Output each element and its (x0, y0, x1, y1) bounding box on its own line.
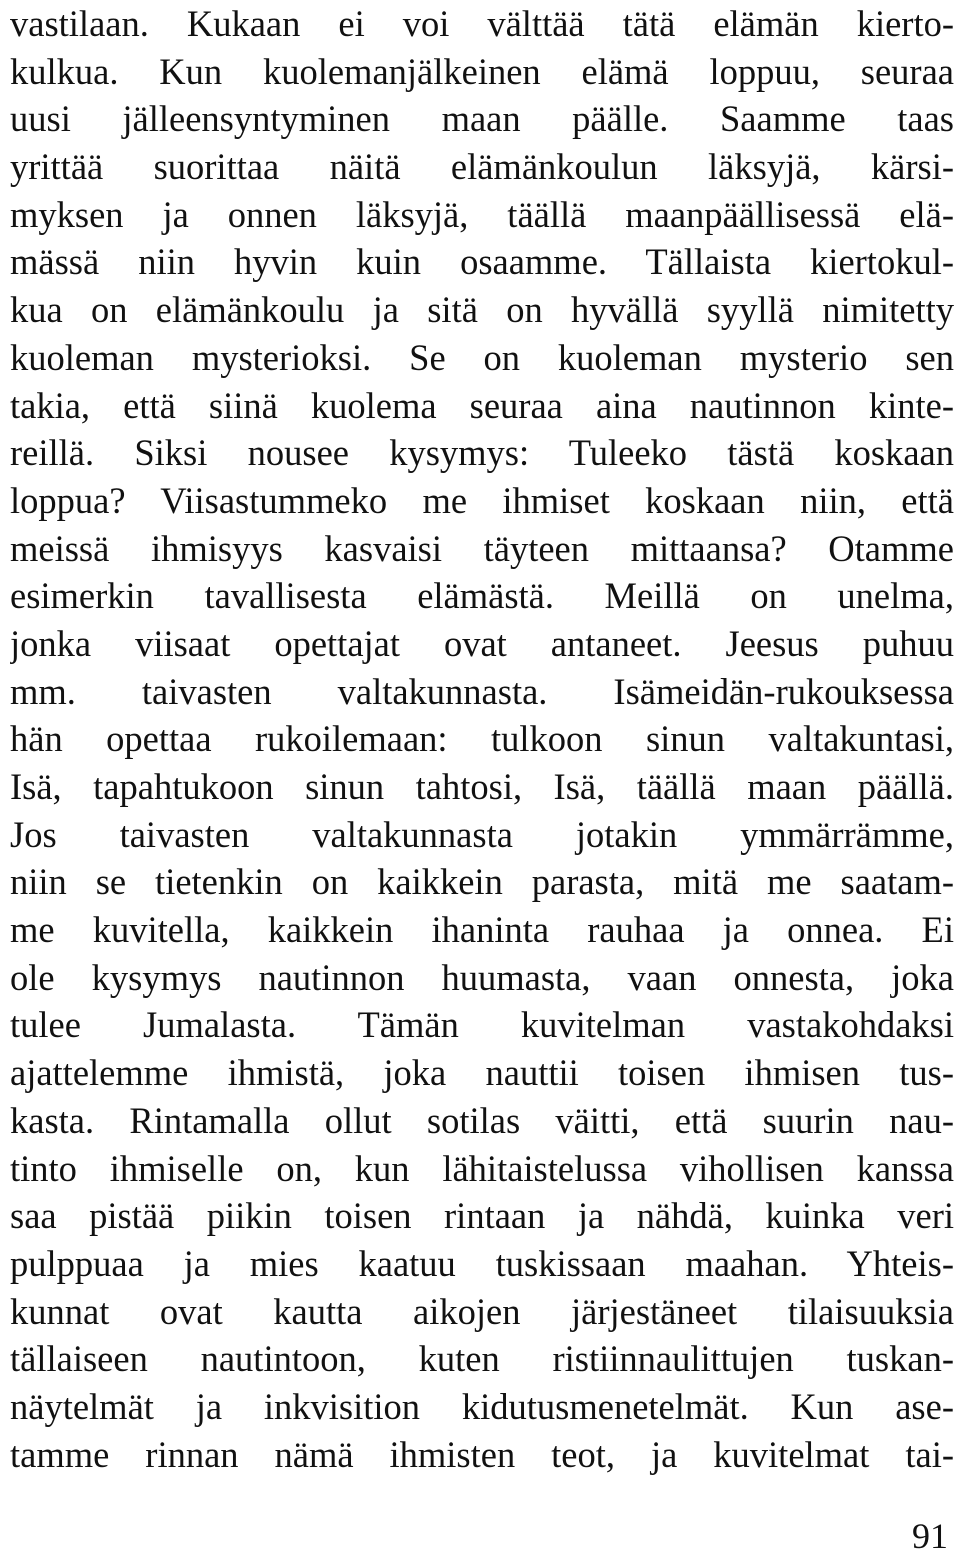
text-line: näytelmät ja inkvisition kidutusmenetelmät. Kun ase- (10, 1385, 954, 1427)
text-line: yrittää suorittaa näitä elämänkoulun läksyjä, kärsi- (10, 146, 954, 188)
text-line: saa pistää piikin toisen rintaan ja nähdä, kuinka veri (10, 1195, 954, 1237)
text-line: reillä. Siksi nousee kysymys: Tuleeko tästä koskaan (10, 432, 954, 474)
text-line: hän opettaa rukoilemaan: tulkoon sinun valtakuntasi, (10, 718, 954, 760)
text-line: loppua? Viisastummeko me ihmiset koskaan niin, että (10, 479, 954, 521)
text-line: vastilaan. Kukaan ei voi välttää tätä elämän kierto- (10, 3, 954, 44)
page-number: 91 (912, 1516, 948, 1556)
text-line: ajattelemme ihmistä, joka nauttii toisen ihmisen tus- (10, 1052, 954, 1094)
text-line: kasta. Rintamalla ollut sotilas väitti, että suurin nau- (10, 1099, 954, 1141)
text-line: mm. taivasten valtakunnasta. Isämeidän-rukouksessa (10, 670, 954, 712)
text-line: meissä ihmisyys kasvaisi täyteen mittaansa? Otamme (10, 527, 954, 569)
text-line: tinto ihmiselle on, kun lähitaistelussa vihollisen kanssa (10, 1147, 954, 1189)
text-line: me kuvitella, kaikkein ihaninta rauhaa ja onnea. Ei (10, 909, 954, 951)
text-line: niin se tietenkin on kaikkein parasta, mitä me saatam- (10, 861, 954, 903)
text-line: kua on elämänkoulu ja sitä on hyvällä syyllä nimitetty (10, 289, 954, 331)
body-text (10, 0, 954, 1478)
text-line: takia, että siinä kuolema seuraa aina nautinnon kinte- (10, 384, 954, 426)
text-line: tulee Jumalasta. Tämän kuvitelman vastakohdaksi (10, 1004, 954, 1046)
text-line: kulkua. Kun kuolemanjälkeinen elämä loppuu, seuraa (10, 50, 954, 92)
text-line: Jos taivasten valtakunnasta jotakin ymmärrämme, (10, 813, 954, 855)
text-line: myksen ja onnen läksyjä, täällä maanpäällisessä elä- (10, 193, 954, 235)
text-line: tamme rinnan nämä ihmisten teot, ja kuvitelmat tai- (10, 1433, 954, 1475)
text-line: ole kysymys nautinnon huumasta, vaan onnesta, joka (10, 956, 954, 998)
text-line: mässä niin hyvin kuin osaamme. Tällaista kiertokul- (10, 241, 954, 283)
text-line: jonka viisaat opettajat ovat antaneet. Jeesus puhuu (10, 622, 954, 664)
text-line: kunnat ovat kautta aikojen järjestäneet tilaisuuksia (10, 1290, 954, 1332)
text-line: kuoleman mysterioksi. Se on kuoleman mysterio sen (10, 336, 954, 378)
text-line: tällaiseen nautintoon, kuten ristiinnaulittujen tuskan- (10, 1338, 954, 1380)
text-line: uusi jälleensyntyminen maan päälle. Saamme taas (10, 98, 954, 140)
text-line: Isä, tapahtukoon sinun tahtosi, Isä, täällä maan päällä. (10, 766, 954, 807)
book-page (10, 0, 954, 1566)
text-line: esimerkin tavallisesta elämästä. Meillä on unelma, (10, 575, 954, 617)
text-line: pulppuaa ja mies kaatuu tuskissaan maahan. Yhteis- (10, 1242, 954, 1284)
